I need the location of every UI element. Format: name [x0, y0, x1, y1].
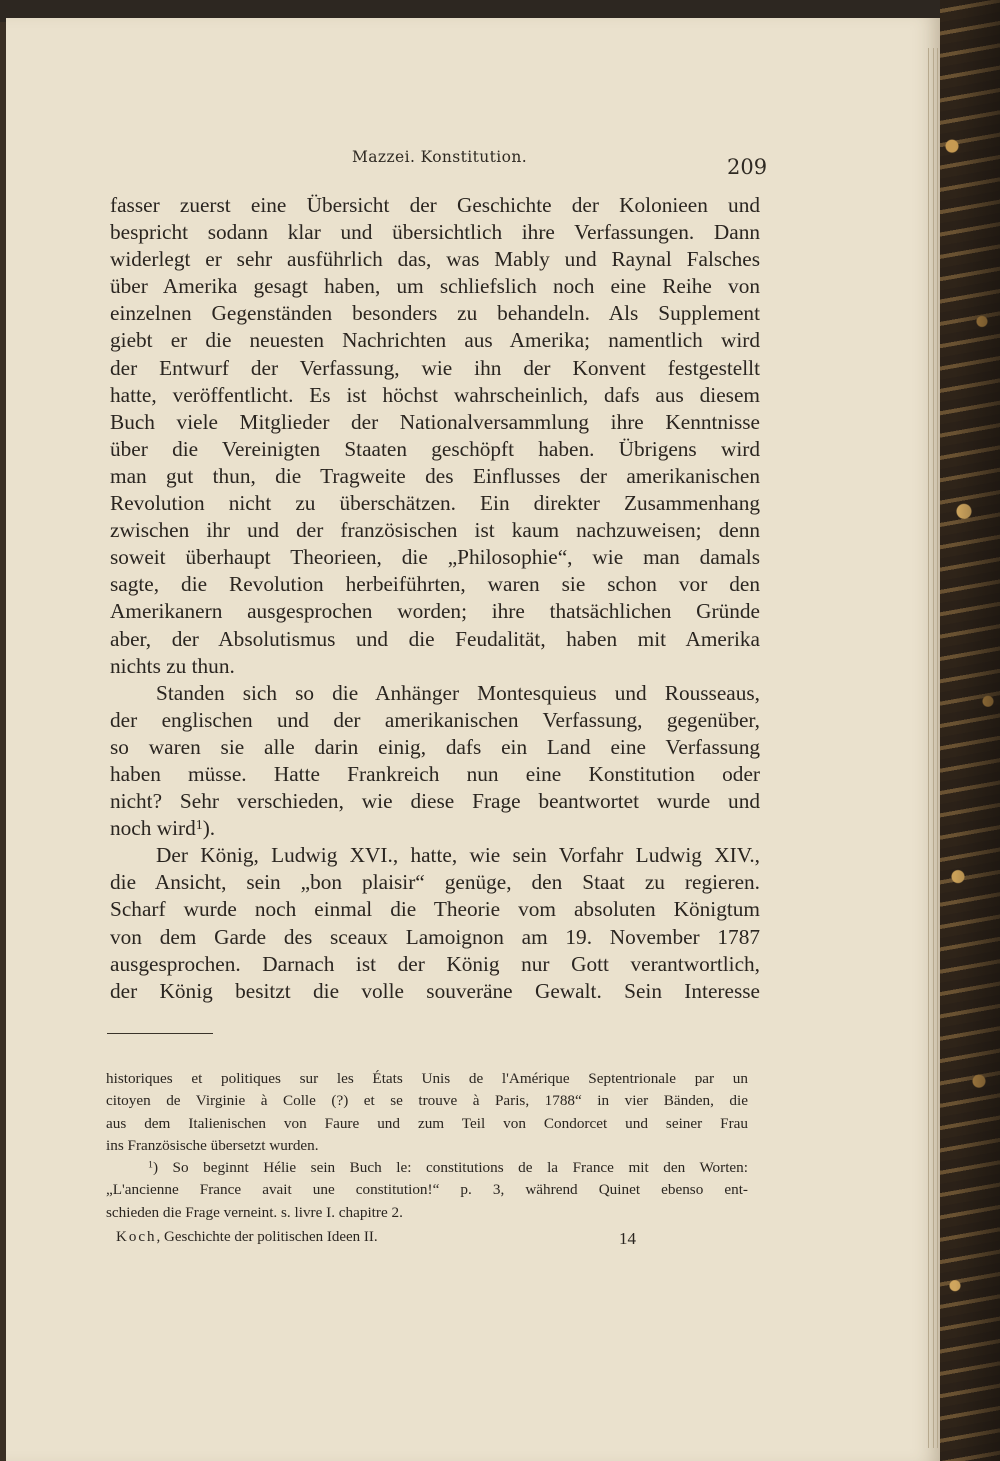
- page-edge-line: [933, 48, 934, 1448]
- footnote-line: citoyen de Virginie à Colle (?) et se trouve à Paris, 1788“ in vier Bänden, die: [106, 1092, 748, 1110]
- text-line: von dem Garde des sceaux Lamoignon am 19. November 1787: [110, 924, 760, 949]
- signature-title: , Geschichte der politischen Ideen II.: [156, 1229, 378, 1245]
- text-line: ausgesprochen. Darnach ist der König nur Gott verantwortlich,: [110, 951, 760, 976]
- text-line: fasser zuerst eine Übersicht der Geschichte der Kolonieen und: [110, 193, 760, 217]
- text-line-with-footnote-ref: [110, 815, 760, 842]
- page-edge-line: [937, 48, 938, 1448]
- text-fragment: ) So beginnt Hélie sein Buch le: constitutions de la France mit den Worten:: [152, 1159, 748, 1177]
- cover-shadow: [955, 0, 1000, 1461]
- footnote-reference: 1: [195, 816, 203, 832]
- footnote-line: „L'ancienne France avait une constitution!“ p. 3, während Quinet ebenso ent-: [106, 1181, 748, 1199]
- text-line: Standen sich so die Anhänger Montesquieus und Rousseaus,: [156, 680, 760, 705]
- text-line: hatte, veröffentlicht. Es ist höchst wahrscheinlich, dafs aus diesem: [110, 382, 760, 407]
- text-line: man gut thun, die Tragweite des Einflusses der amerikanischen: [110, 463, 760, 488]
- printer-signature: [116, 1229, 378, 1246]
- text-line: so waren sie alle darin einig, dafs ein Land eine Verfassung: [110, 734, 760, 759]
- text-line: Amerikanern ausgesprochen worden; ihre thatsächlichen Gründe: [110, 599, 760, 624]
- sheet-number: 14: [619, 1229, 636, 1248]
- main-text: [110, 192, 760, 1005]
- text-line: Buch viele Mitglieder der Nationalversammlung ihre Kenntnisse: [110, 409, 760, 434]
- footnote-line: historiques et politiques sur les États Unis de l'Amérique Septentrionale par un: [106, 1070, 748, 1087]
- text-line: soweit überhaupt Theorieen, die „Philosophie“, wie man damals: [110, 545, 760, 570]
- signature-author: Koch: [116, 1229, 157, 1245]
- page-edge-line: [928, 48, 929, 1448]
- text-line: zwischen ihr und der französischen ist kaum nachzuweisen; denn: [110, 518, 760, 543]
- footnote-number: 1: [148, 1159, 153, 1171]
- text-line: aber, der Absolutismus und die Feudalität, haben mit Amerika: [110, 626, 760, 651]
- footnote-line: schieden die Frage verneint. s. livre I. chapitre 2.: [106, 1203, 403, 1221]
- text-line: Der König, Ludwig XVI., hatte, wie sein Vorfahr Ludwig XIV.,: [156, 843, 760, 868]
- running-title: Mazzei. Konstitution.: [352, 148, 528, 166]
- text-line: widerlegt er sehr ausführlich das, was Mably und Raynal Falsches: [110, 247, 760, 272]
- text-line: Scharf wurde noch einmal die Theorie vom absoluten Königtum: [110, 897, 760, 922]
- text-line: der König besitzt die volle souveräne Gewalt. Sein Interesse: [110, 978, 760, 1003]
- text-line: haben müsse. Hatte Frankreich nun eine Konstitution oder: [110, 761, 760, 786]
- text-line: einzelnen Gegenständen besonders zu behandeln. Als Supplement: [110, 301, 760, 326]
- text-line: der englischen und der amerikanischen Verfassung, gegenüber,: [110, 707, 760, 732]
- text-line: über Amerika gesagt haben, um schliefslich noch eine Reihe von: [110, 274, 760, 299]
- text-line: Revolution nicht zu überschätzen. Ein direkter Zusammenhang: [110, 491, 760, 516]
- page-number: 209: [727, 155, 768, 179]
- text-line: die Ansicht, sein „bon plaisir“ genüge, den Staat zu regieren.: [110, 870, 760, 895]
- text-line: nichts zu thun.: [110, 653, 235, 678]
- footnote-line: [106, 1157, 748, 1179]
- text-fragment: noch wird: [110, 816, 196, 841]
- text-fragment: ).: [202, 816, 216, 841]
- footnote-line: aus dem Italienischen von Faure und zum Teil von Condorcet und seiner Frau: [106, 1114, 748, 1132]
- text-line: über die Vereinigten Staaten geschöpft haben. Übrigens wird: [110, 436, 760, 461]
- footnote-line: ins Französische übersetzt wurden.: [106, 1136, 319, 1154]
- text-line: nicht? Sehr verschieden, wie diese Frage beantwortet wurde und: [110, 789, 760, 814]
- footnotes: [106, 1068, 748, 1224]
- text-line: der Entwurf der Verfassung, wie ihn der Konvent festgestellt: [110, 355, 760, 380]
- text-line: giebt er die neuesten Nachrichten aus Amerika; namentlich wird: [110, 328, 760, 353]
- text-line: bespricht sodann klar und übersichtlich ihre Verfassungen. Dann: [110, 220, 760, 245]
- text-line: sagte, die Revolution herbeiführten, waren sie schon vor den: [110, 572, 760, 597]
- footnote-separator: [107, 1033, 213, 1034]
